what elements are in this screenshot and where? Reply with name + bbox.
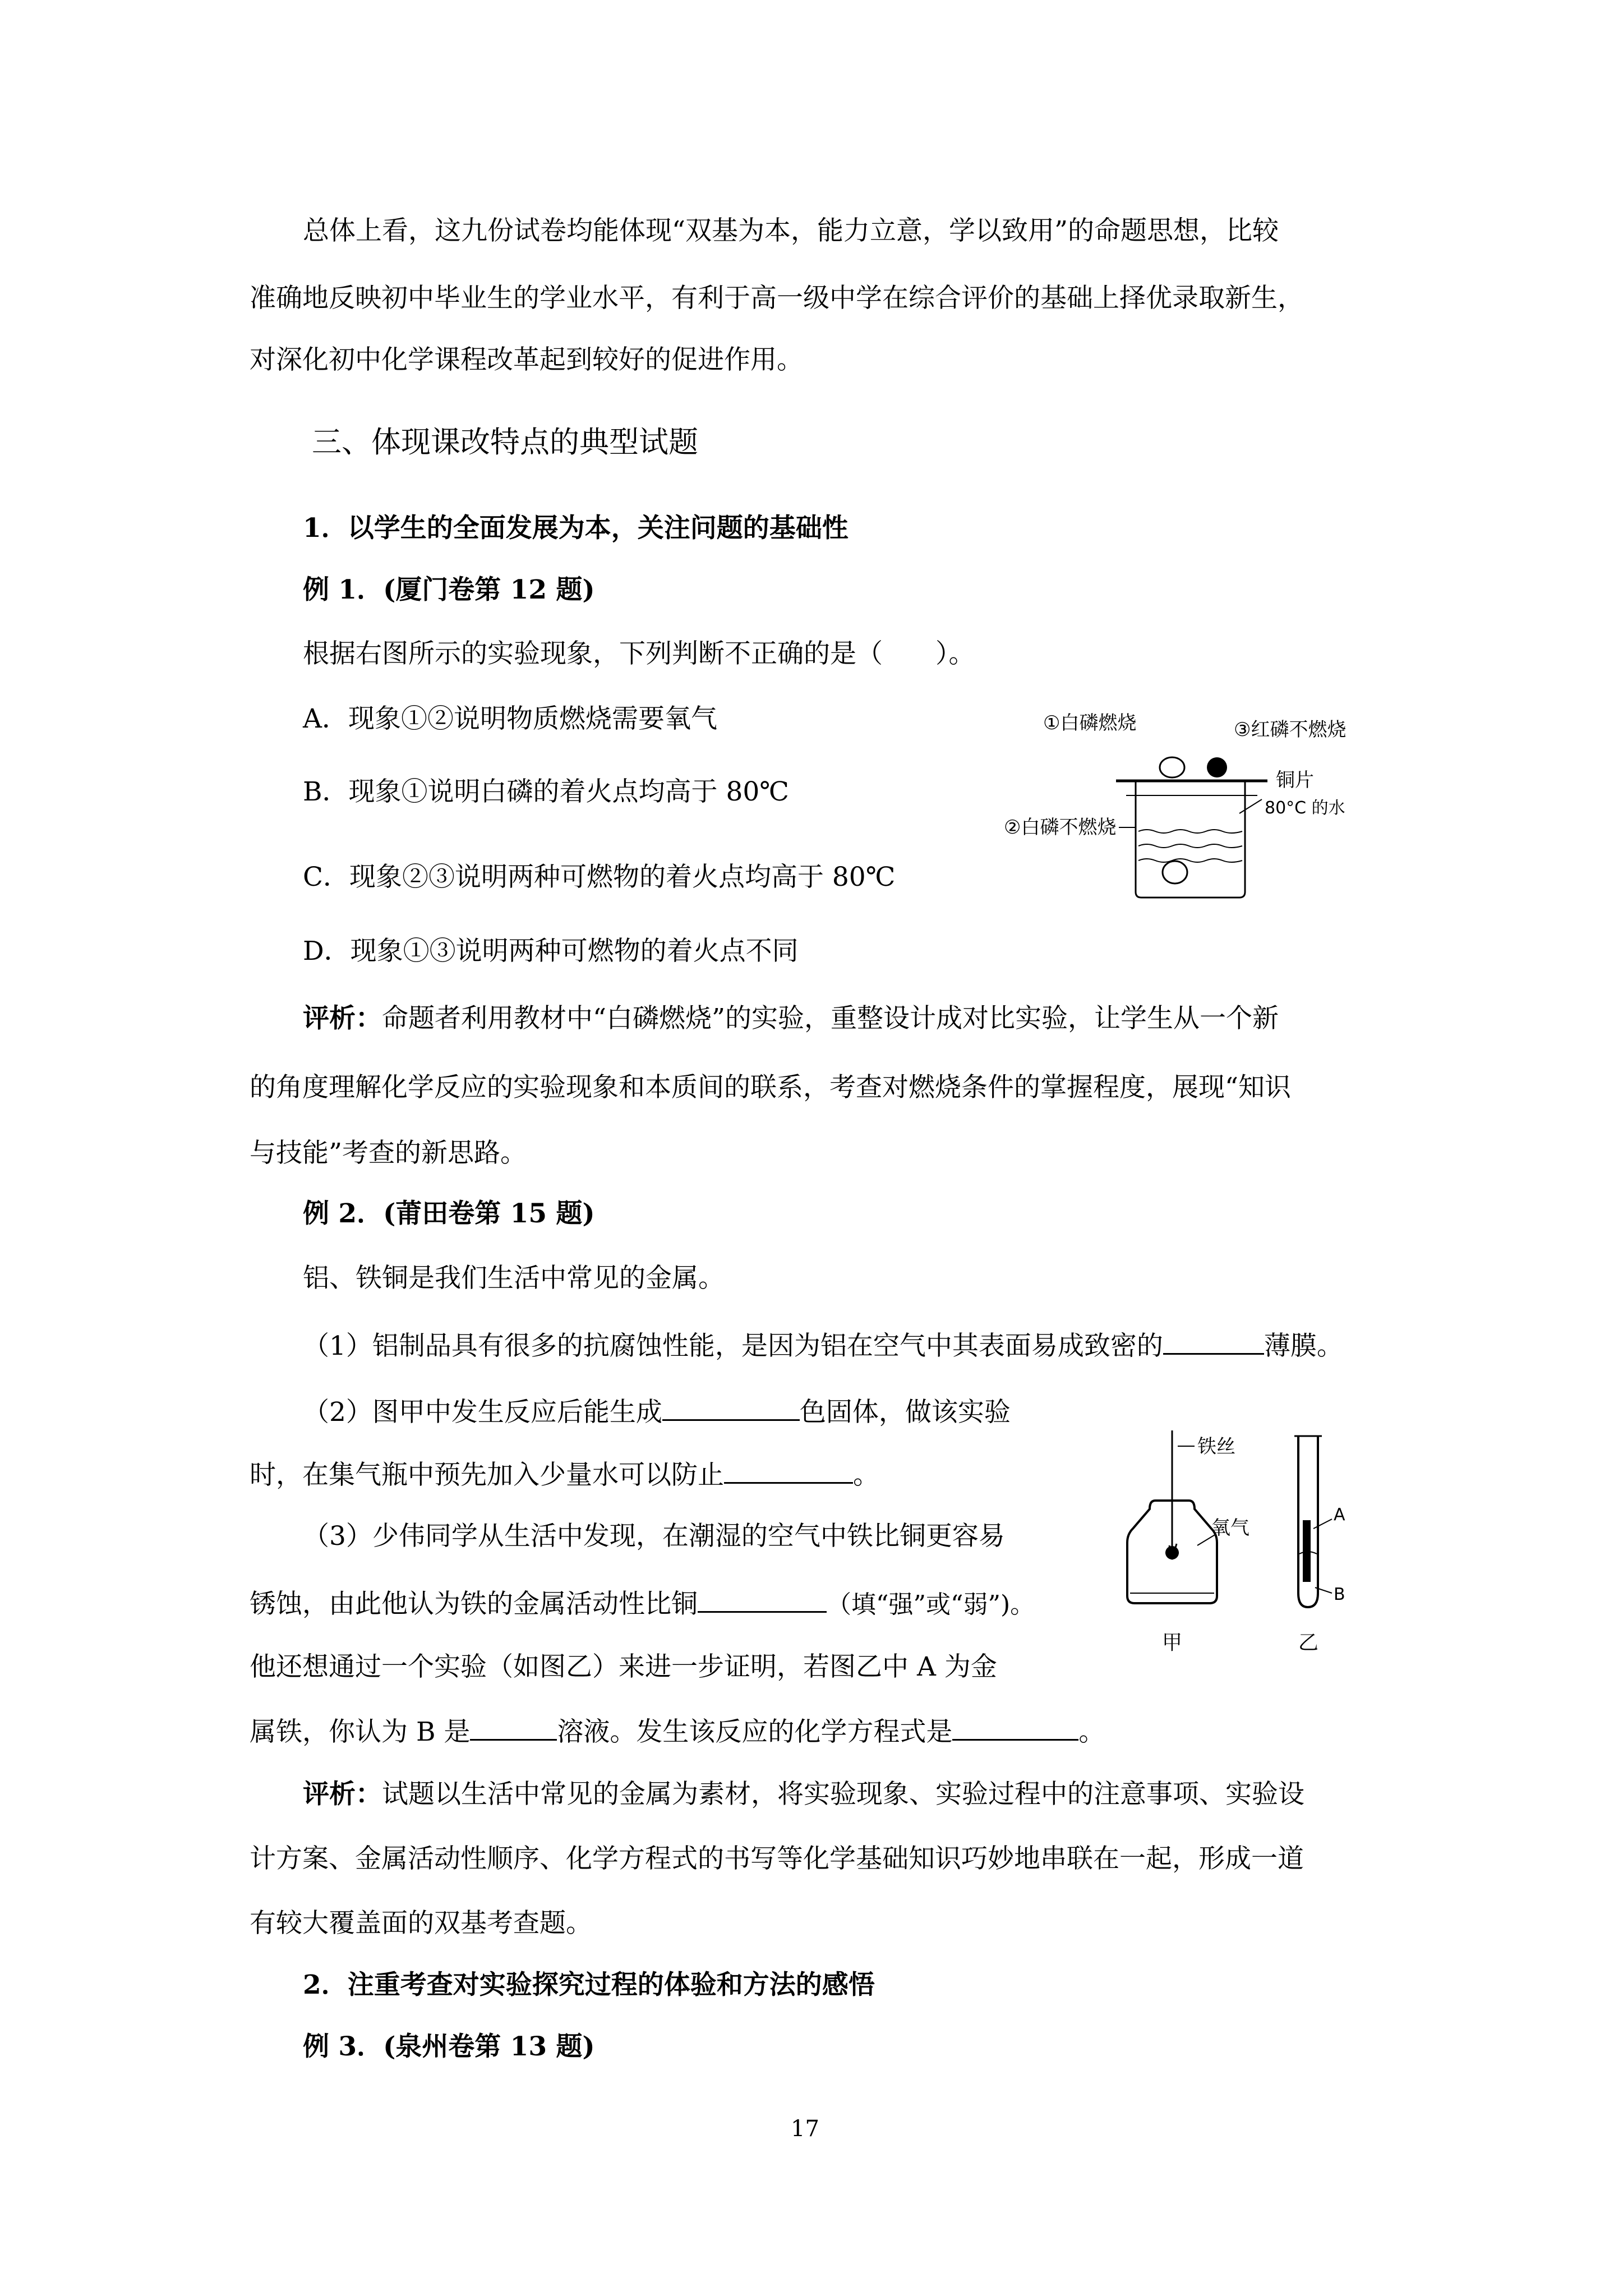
- figure-label-2: ②白磷不燃烧: [1004, 816, 1117, 839]
- figure-label-jia: 甲: [1162, 1631, 1183, 1654]
- example-2-q2-text-end: 。: [853, 1460, 879, 1490]
- intro-line-3: 对深化初中化学课程改革起到较好的促进作用。: [250, 344, 803, 375]
- example-1-option-d: D．现象①③说明两种可燃物的着火点不同: [303, 936, 799, 967]
- example-2-q2-text-2: 时，在集气瓶中预先加入少量水可以防止: [250, 1460, 724, 1490]
- figure-label-yi: 乙: [1298, 1631, 1319, 1654]
- beaker: [1136, 781, 1245, 898]
- subsection-1-heading: 1．以学生的全面发展为本，关注问题的基础性: [303, 513, 849, 544]
- example-2-q3-text-4: 他还想通过一个实验（如图乙）来进一步证明，若图乙中 A 为金: [250, 1651, 997, 1682]
- answer-blank[interactable]: [698, 1588, 827, 1613]
- figure-label-1: ①白磷燃烧: [1043, 712, 1137, 734]
- page-number: 17: [791, 2116, 819, 2142]
- answer-blank[interactable]: [662, 1396, 800, 1421]
- example-1-analysis-1: 命题者利用教材中“白磷燃烧”的实验，重整设计成对比实验，让学生从一个新: [382, 1003, 1279, 1034]
- example-2-title: 例 2．(莆田卷第 15 题): [303, 1198, 595, 1229]
- example-2-q3-text-2: 锈蚀，由此他认为铁的金属活动性比铜: [250, 1589, 698, 1619]
- example-2-analysis-3: 有较大覆盖面的双基考查题。: [250, 1908, 592, 1939]
- example-3-title: 例 3．(泉州卷第 13 题): [303, 2031, 595, 2062]
- figure-label-3: ③红磷不燃烧: [1234, 719, 1347, 741]
- example-1-question: 根据右图所示的实验现象，下列判断不正确的是（ ）。: [303, 638, 975, 669]
- example-2-q3-text-end: 。: [1078, 1717, 1105, 1747]
- submerged-white-phosphorus: [1163, 861, 1187, 884]
- example-2-analysis-2: 计方案、金属活动性顺序、化学方程式的书写等化学基础知识巧妙地串联在一起，形成一道: [250, 1843, 1304, 1874]
- red-phosphorus: [1207, 757, 1227, 777]
- metal-strip-a: [1303, 1520, 1311, 1582]
- answer-blank[interactable]: [952, 1715, 1078, 1741]
- answer-blank[interactable]: [1163, 1329, 1264, 1355]
- analysis-label: 评析：: [303, 1003, 382, 1034]
- analysis-label: 评析：: [303, 1779, 382, 1810]
- example-2-q2-text: （2）图甲中发生反应后能生成: [303, 1397, 662, 1428]
- figure-label-a: A: [1334, 1505, 1345, 1525]
- figure-label-water: 80°C 的水: [1265, 798, 1345, 818]
- intro-line-2: 准确地反映初中毕业生的学业水平，有利于高一级中学在综合评价的基础上择优录取新生，: [250, 283, 1304, 314]
- white-phosphorus: [1160, 757, 1184, 777]
- example-2-q2-text-mid: 色固体，做该实验: [799, 1397, 1011, 1428]
- figure-label-copper: 铜片: [1276, 769, 1314, 792]
- example-1-analysis-2: 的角度理解化学反应的实验现象和本质间的联系，考查对燃烧条件的掌握程度，展现“知识: [250, 1072, 1292, 1103]
- figure-label-iron-wire: 铁丝: [1197, 1435, 1235, 1458]
- example-2-intro: 铝、铁铜是我们生活中常见的金属。: [303, 1263, 725, 1294]
- burning-wire-tip: [1165, 1546, 1179, 1559]
- example-2-q1-text: （1）铝制品具有很多的抗腐蚀性能，是因为铝在空气中其表面易成致密的: [303, 1331, 1163, 1361]
- example-1-option-c: C．现象②③说明两种可燃物的着火点均高于 80℃: [303, 862, 896, 892]
- example-2-q1-text-end: 薄膜。: [1264, 1331, 1343, 1361]
- intro-line-1: 总体上看，这九份试卷均能体现“双基为本，能力立意，学以致用”的命题思想，比较: [303, 215, 1279, 246]
- example-1-title: 例 1．(厦门卷第 12 题): [303, 574, 595, 605]
- example-2-q3-text-6: 溶液。发生该反应的化学方程式是: [557, 1717, 953, 1747]
- answer-blank[interactable]: [470, 1715, 557, 1741]
- example-1-option-b: B．现象①说明白磷的着火点均高于 80℃: [303, 776, 789, 807]
- metal-experiment-figure: [1116, 1425, 1357, 1660]
- example-2-analysis-1: 试题以生活中常见的金属为素材，将实验现象、实验过程中的注意事项、实验设: [382, 1779, 1304, 1810]
- example-1-analysis-3: 与技能”考查的新思路。: [250, 1138, 527, 1168]
- example-1-option-a: A．现象①②说明物质燃烧需要氧气: [303, 703, 717, 734]
- example-2-q3-text-5: 属铁，你认为 B 是: [250, 1717, 471, 1747]
- subsection-2-heading: 2．注重考查对实验探究过程的体验和方法的感悟: [303, 1970, 875, 2000]
- figure-label-b: B: [1334, 1585, 1345, 1604]
- section-heading: 三、体现课改特点的典型试题: [312, 425, 698, 459]
- combustion-experiment-figure: [1004, 701, 1430, 909]
- figure-label-oxygen: 氧气: [1211, 1517, 1249, 1539]
- example-2-q3-text-3: （填“强”或“弱”)。: [827, 1590, 1035, 1619]
- example-2-q3-text: （3）少伟同学从生活中发现，在潮湿的空气中铁比铜更容易: [303, 1521, 1005, 1552]
- answer-blank[interactable]: [724, 1458, 853, 1484]
